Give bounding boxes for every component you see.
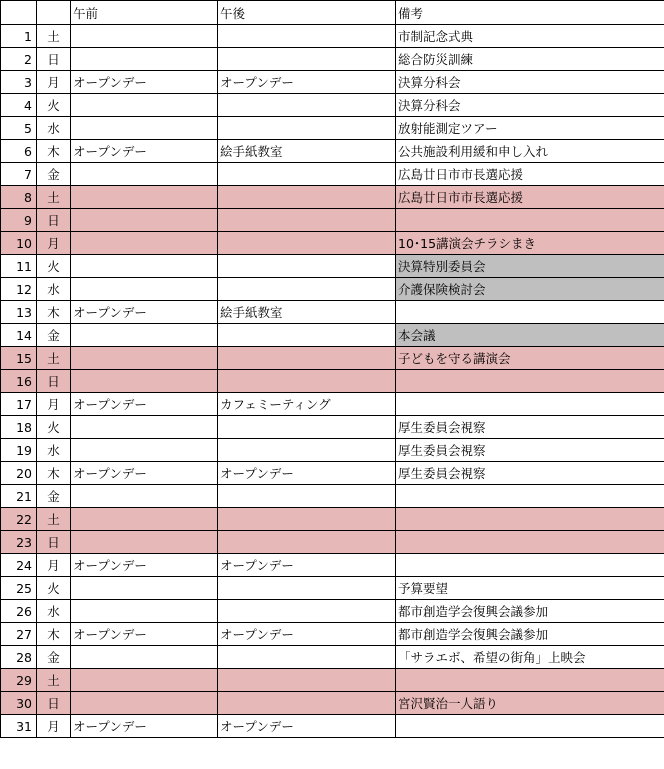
day-number-cell[interactable]: 6 xyxy=(1,140,37,163)
table-row xyxy=(1,301,664,324)
am-cell[interactable] xyxy=(71,278,218,301)
day-number-cell[interactable]: 20 xyxy=(1,462,37,485)
table-row xyxy=(1,324,664,347)
note-cell[interactable]: 「サラエボ、希望の街角」上映会 xyxy=(396,646,664,669)
weekday-cell[interactable]: 月 xyxy=(37,232,71,255)
weekday-cell[interactable]: 日 xyxy=(37,692,71,715)
weekday-cell[interactable]: 土 xyxy=(37,669,71,692)
pm-cell[interactable] xyxy=(218,232,396,255)
note-cell[interactable]: 決算分科会 xyxy=(396,94,664,117)
table-row xyxy=(1,439,664,462)
pm-cell[interactable] xyxy=(218,255,396,278)
header-cell-weekday xyxy=(37,1,71,25)
pm-cell[interactable] xyxy=(218,94,396,117)
table-row xyxy=(1,623,664,646)
table-row xyxy=(1,347,664,370)
day-number-cell[interactable]: 12 xyxy=(1,278,37,301)
am-cell[interactable] xyxy=(71,94,218,117)
note-cell[interactable]: 都市創造学会復興会議参加 xyxy=(396,623,664,646)
header-pm: 午後 xyxy=(218,1,396,25)
am-cell[interactable] xyxy=(71,324,218,347)
weekday-cell[interactable]: 月 xyxy=(37,71,71,94)
am-cell[interactable] xyxy=(71,48,218,71)
note-cell[interactable] xyxy=(396,209,664,232)
am-cell[interactable] xyxy=(71,485,218,508)
pm-cell[interactable]: オープンデー xyxy=(218,623,396,646)
am-cell[interactable] xyxy=(71,255,218,278)
weekday-cell[interactable]: 火 xyxy=(37,577,71,600)
note-cell[interactable]: 公共施設利用緩和申し入れ xyxy=(396,140,664,163)
header-am: 午前 xyxy=(71,1,218,25)
table-row xyxy=(1,554,664,577)
weekday-cell[interactable]: 日 xyxy=(37,48,71,71)
pm-cell[interactable] xyxy=(218,508,396,531)
am-cell[interactable] xyxy=(71,439,218,462)
am-cell[interactable] xyxy=(71,646,218,669)
pm-cell[interactable]: 絵手紙教室 xyxy=(218,301,396,324)
pm-cell[interactable] xyxy=(218,600,396,623)
table-row xyxy=(1,692,664,715)
note-cell[interactable] xyxy=(396,554,664,577)
day-number-cell[interactable]: 24 xyxy=(1,554,37,577)
day-number-cell[interactable]: 19 xyxy=(1,439,37,462)
note-cell[interactable] xyxy=(396,715,664,738)
note-cell[interactable] xyxy=(396,370,664,393)
note-cell[interactable]: 厚生委員会視察 xyxy=(396,416,664,439)
day-number-cell[interactable]: 29 xyxy=(1,669,37,692)
am-cell[interactable]: オープンデー xyxy=(71,393,218,416)
table-row xyxy=(1,531,664,554)
note-cell[interactable]: 介護保険検討会 xyxy=(396,278,664,301)
table-row xyxy=(1,71,664,94)
am-cell[interactable] xyxy=(71,347,218,370)
am-cell[interactable]: オープンデー xyxy=(71,554,218,577)
pm-cell[interactable] xyxy=(218,531,396,554)
note-cell[interactable]: 厚生委員会視察 xyxy=(396,439,664,462)
note-cell[interactable] xyxy=(396,393,664,416)
table-row xyxy=(1,508,664,531)
day-number-cell[interactable]: 17 xyxy=(1,393,37,416)
table-row xyxy=(1,485,664,508)
pm-cell[interactable]: カフェミーティング xyxy=(218,393,396,416)
table-row xyxy=(1,462,664,485)
pm-cell[interactable] xyxy=(218,347,396,370)
weekday-cell[interactable]: 土 xyxy=(37,347,71,370)
note-cell[interactable] xyxy=(396,301,664,324)
weekday-cell[interactable]: 水 xyxy=(37,439,71,462)
pm-cell[interactable] xyxy=(218,163,396,186)
day-number-cell[interactable]: 13 xyxy=(1,301,37,324)
note-cell[interactable] xyxy=(396,485,664,508)
day-number-cell[interactable]: 3 xyxy=(1,71,37,94)
note-cell[interactable]: 放射能測定ツアー xyxy=(396,117,664,140)
pm-cell[interactable] xyxy=(218,324,396,347)
weekday-cell[interactable]: 日 xyxy=(37,370,71,393)
day-number-cell[interactable]: 7 xyxy=(1,163,37,186)
day-number-cell[interactable]: 31 xyxy=(1,715,37,738)
weekday-cell[interactable]: 木 xyxy=(37,462,71,485)
table-row xyxy=(1,715,664,738)
pm-cell[interactable] xyxy=(218,439,396,462)
note-cell[interactable] xyxy=(396,508,664,531)
note-cell[interactable]: 厚生委員会視察 xyxy=(396,462,664,485)
table-row xyxy=(1,278,664,301)
day-number-cell[interactable]: 25 xyxy=(1,577,37,600)
note-cell[interactable] xyxy=(396,531,664,554)
weekday-cell[interactable]: 火 xyxy=(37,416,71,439)
day-number-cell[interactable]: 22 xyxy=(1,508,37,531)
note-cell[interactable]: 広島廿日市市長選応援 xyxy=(396,163,664,186)
pm-cell[interactable] xyxy=(218,117,396,140)
table-row xyxy=(1,577,664,600)
am-cell[interactable] xyxy=(71,600,218,623)
table-row xyxy=(1,140,664,163)
day-number-cell[interactable]: 2 xyxy=(1,48,37,71)
table-row xyxy=(1,600,664,623)
weekday-cell[interactable]: 水 xyxy=(37,600,71,623)
table-row xyxy=(1,209,664,232)
table-row xyxy=(1,393,664,416)
weekday-cell[interactable]: 土 xyxy=(37,508,71,531)
note-cell[interactable]: 決算特別委員会 xyxy=(396,255,664,278)
table-row xyxy=(1,232,664,255)
weekday-cell[interactable]: 金 xyxy=(37,485,71,508)
note-cell[interactable]: 都市創造学会復興会議参加 xyxy=(396,600,664,623)
weekday-cell[interactable]: 土 xyxy=(37,186,71,209)
table-row xyxy=(1,370,664,393)
am-cell[interactable] xyxy=(71,117,218,140)
weekday-cell[interactable]: 日 xyxy=(37,209,71,232)
pm-cell[interactable] xyxy=(218,669,396,692)
day-number-cell[interactable]: 23 xyxy=(1,531,37,554)
weekday-cell[interactable]: 金 xyxy=(37,646,71,669)
pm-cell[interactable] xyxy=(218,692,396,715)
table-row xyxy=(1,25,664,48)
pm-cell[interactable]: オープンデー xyxy=(218,554,396,577)
am-cell[interactable]: オープンデー xyxy=(71,140,218,163)
pm-cell[interactable] xyxy=(218,416,396,439)
weekday-cell[interactable]: 金 xyxy=(37,324,71,347)
note-cell[interactable] xyxy=(396,669,664,692)
note-cell[interactable]: 広島廿日市市長選応援 xyxy=(396,186,664,209)
pm-cell[interactable] xyxy=(218,25,396,48)
pm-cell[interactable]: オープンデー xyxy=(218,71,396,94)
pm-cell[interactable] xyxy=(218,186,396,209)
pm-cell[interactable]: 絵手紙教室 xyxy=(218,140,396,163)
am-cell[interactable]: オープンデー xyxy=(71,462,218,485)
am-cell[interactable]: オープンデー xyxy=(71,715,218,738)
am-cell[interactable] xyxy=(71,163,218,186)
pm-cell[interactable]: オープンデー xyxy=(218,462,396,485)
day-number-cell[interactable]: 5 xyxy=(1,117,37,140)
pm-cell[interactable] xyxy=(218,209,396,232)
pm-cell[interactable] xyxy=(218,485,396,508)
note-cell[interactable]: 子どもを守る講演会 xyxy=(396,347,664,370)
pm-cell[interactable] xyxy=(218,577,396,600)
day-number-cell[interactable]: 4 xyxy=(1,94,37,117)
header-notes: 備考 xyxy=(396,1,664,25)
weekday-cell[interactable]: 月 xyxy=(37,554,71,577)
note-cell[interactable]: 総合防災訓練 xyxy=(396,48,664,71)
day-number-cell[interactable]: 15 xyxy=(1,347,37,370)
am-cell[interactable]: オープンデー xyxy=(71,71,218,94)
am-cell[interactable] xyxy=(71,232,218,255)
pm-cell[interactable] xyxy=(218,646,396,669)
note-cell[interactable]: 宮沢賢治一人語り xyxy=(396,692,664,715)
pm-cell[interactable] xyxy=(218,278,396,301)
weekday-cell[interactable]: 水 xyxy=(37,278,71,301)
day-number-cell[interactable]: 8 xyxy=(1,186,37,209)
table-row xyxy=(1,48,664,71)
am-cell[interactable] xyxy=(71,577,218,600)
weekday-cell[interactable]: 金 xyxy=(37,163,71,186)
note-cell[interactable]: 予算要望 xyxy=(396,577,664,600)
weekday-cell[interactable]: 火 xyxy=(37,94,71,117)
pm-cell[interactable]: オープンデー xyxy=(218,715,396,738)
am-cell[interactable] xyxy=(71,508,218,531)
weekday-cell[interactable]: 月 xyxy=(37,393,71,416)
weekday-cell[interactable]: 土 xyxy=(37,25,71,48)
day-number-cell[interactable]: 1 xyxy=(1,25,37,48)
am-cell[interactable] xyxy=(71,370,218,393)
weekday-cell[interactable]: 月 xyxy=(37,715,71,738)
am-cell[interactable] xyxy=(71,186,218,209)
table-row xyxy=(1,416,664,439)
weekday-cell[interactable]: 日 xyxy=(37,531,71,554)
am-cell[interactable] xyxy=(71,209,218,232)
note-cell[interactable]: 本会議 xyxy=(396,324,664,347)
day-number-cell[interactable]: 14 xyxy=(1,324,37,347)
day-number-cell[interactable]: 28 xyxy=(1,646,37,669)
am-cell[interactable] xyxy=(71,25,218,48)
day-number-cell[interactable]: 16 xyxy=(1,370,37,393)
table-row xyxy=(1,646,664,669)
table-row xyxy=(1,186,664,209)
day-number-cell[interactable]: 27 xyxy=(1,623,37,646)
day-number-cell[interactable]: 10 xyxy=(1,232,37,255)
pm-cell[interactable] xyxy=(218,48,396,71)
weekday-cell[interactable]: 木 xyxy=(37,623,71,646)
weekday-cell[interactable]: 木 xyxy=(37,140,71,163)
note-cell[interactable]: 決算分科会 xyxy=(396,71,664,94)
am-cell[interactable]: オープンデー xyxy=(71,301,218,324)
table-row xyxy=(1,255,664,278)
table-row xyxy=(1,163,664,186)
table-row xyxy=(1,94,664,117)
note-cell[interactable]: 市制記念式典 xyxy=(396,25,664,48)
day-number-cell[interactable]: 26 xyxy=(1,600,37,623)
weekday-cell[interactable]: 火 xyxy=(37,255,71,278)
day-number-cell[interactable]: 11 xyxy=(1,255,37,278)
header-cell-number xyxy=(1,1,37,25)
weekday-cell[interactable]: 木 xyxy=(37,301,71,324)
table-row xyxy=(1,669,664,692)
am-cell[interactable] xyxy=(71,692,218,715)
header-row xyxy=(1,1,664,25)
day-number-cell[interactable]: 9 xyxy=(1,209,37,232)
am-cell[interactable] xyxy=(71,531,218,554)
am-cell[interactable] xyxy=(71,416,218,439)
table-row xyxy=(1,117,664,140)
note-cell[interactable]: 10･15講演会チラシまき xyxy=(396,232,664,255)
day-number-cell[interactable]: 18 xyxy=(1,416,37,439)
weekday-cell[interactable]: 水 xyxy=(37,117,71,140)
pm-cell[interactable] xyxy=(218,370,396,393)
day-number-cell[interactable]: 30 xyxy=(1,692,37,715)
am-cell[interactable]: オープンデー xyxy=(71,623,218,646)
day-number-cell[interactable]: 21 xyxy=(1,485,37,508)
am-cell[interactable] xyxy=(71,669,218,692)
